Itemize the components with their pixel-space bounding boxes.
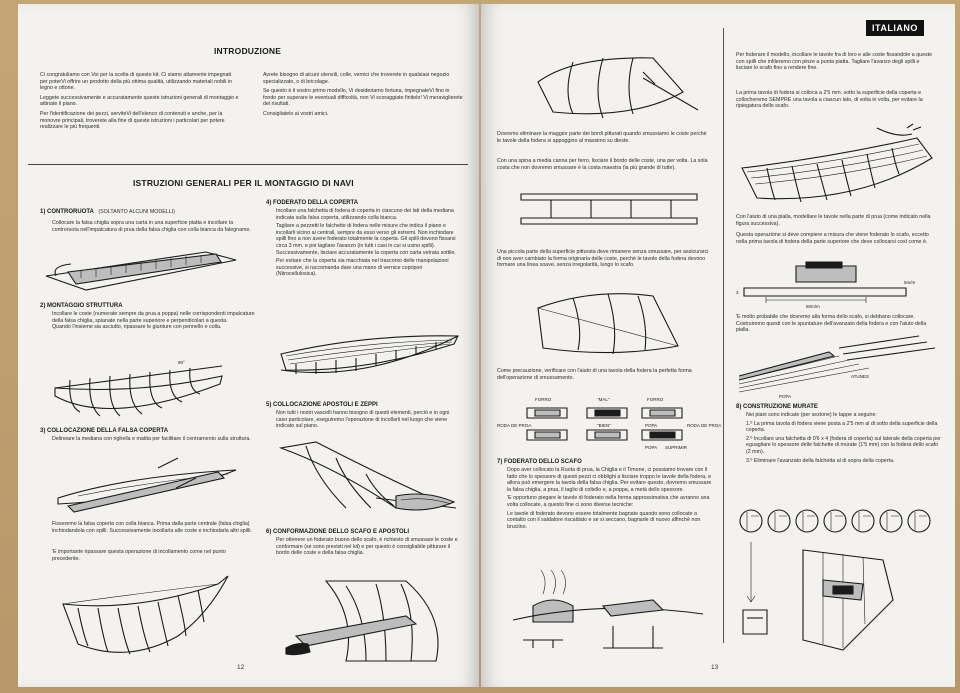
fairing-text-2: Con una spina a media canna per ferro, lisciare il bordo delle coste, una per volta. La sola costa che non dovremo smussare è la costa maestra (la più grande di tutte). — [497, 158, 708, 171]
section-3-text-2: Fisseremo la falsa coperta con colla bianca. Prima dalla parte centrale (falsa chiglia) inchiodandola con spilli. Successivamente incollarla alle coste e inchiodarla altri spilli. — [52, 521, 252, 534]
section-7-text: Dopo aver collocato la Ruota di prua, la Chiglia e il Timone, ci possiamo trovare con il fatto che lo spessore di questi pezzi ci obblighi a lisciare troppo le tavole della fodera, e allora può emergere la tavola della falsa chiglia. Per evitare questo, dovremo smussare la falsa chiglia, a prua, il taglio di coltello e, a poppa, a metà dello spessore. — [507, 467, 712, 493]
plane-label-c: 5m/m — [904, 280, 916, 285]
popa-label: POPA — [779, 394, 792, 399]
section-2-title: 2) MONTAGGIO STRUTTURA — [40, 303, 123, 309]
section-4-text-3: Per evitare che la coperta sia macchiata nel trascorso delle manipolazioni successive, si raccomanda dare una mano di vernice copripori (Nitrocellulosica). — [276, 258, 449, 278]
hull-sanding-illustration — [276, 438, 461, 523]
label-mal: "MAL" — [597, 397, 610, 402]
language-tag: ITALIANO — [866, 20, 924, 36]
label-popa-2: POPA — [645, 445, 658, 450]
frame-edge-illustration — [521, 188, 701, 234]
section-6 — [266, 529, 462, 557]
label-forro-2: FORRO — [647, 397, 664, 402]
section-8-title: 8) CONSTRUZIONE MURATE — [736, 404, 818, 410]
intro-title: INTRODUZIONE — [214, 46, 282, 56]
page-number: 12 — [237, 664, 245, 671]
false-keel-illustration — [46, 246, 236, 296]
section-4-text: Incollare una falchetta di fodera di coperta in ciascuno dei lati della mediana indicata sulla falsa coperta, utilizzando colla bianca. — [276, 208, 454, 221]
section-8-step-3: 3.º Eliminare l'avanzato della falchetta al di sopra della coperta. — [746, 457, 895, 464]
intro-column-1 — [40, 72, 240, 131]
section-7 — [497, 459, 712, 530]
section-5-title: 5) COLLOCAZIONE APOSTOLI E ZEPPI — [266, 402, 378, 408]
hull-frame-illustration — [58, 574, 233, 664]
label-popa: POPA — [645, 423, 658, 428]
fairing-frames-illustration — [533, 52, 703, 124]
plank-bending-illustration — [503, 570, 713, 650]
section-4 — [266, 200, 462, 278]
section-3-text-3: 'E importante ripassare questa operazione di incollamento come nel punto precedente. — [52, 549, 226, 562]
planking-text-3: Con l'aiuto di una pialla, modellare le tavole nella parte di prua (come indicato nella figura successiva). — [736, 214, 931, 227]
section-3-text: Delineare la mediana con righella e matita per facilitare il centramento sulla struttura. — [52, 436, 251, 442]
section-2-text-2: Quando l'insieme sia asciutto, ripassare le giunture con pennello e colla. — [52, 324, 222, 331]
intro-paragraph: Ci congratuliamo con Voi per la scelta di questo kit. Ci siamo altamente impegnati per poterVi offrire un prodotto della più ottima qualità, utilizzando materiali nobili in legno e ottone. — [40, 72, 233, 92]
section-8-step-1: 1.º La prima tavola di fodera viene posta a 2'5 mm al di sotto della superficie della coperta. — [746, 420, 938, 434]
angle-label: 90° — [178, 360, 185, 365]
section-1-text: Collocare la falsa chiglia sopra una carta in una superficie piatta e incollare la controruota nell'impalcatura di prua della falsa chiglia con colla bianca da falegname. — [52, 220, 251, 233]
general-instructions-title: ISTRUZIONI GENERALI PER IL MONTAGGIO DI NAVI — [133, 178, 354, 188]
intro-paragraph: Leggete successivamente e accuratamente queste istruzioni generali di montaggio e attinate il piano. — [40, 94, 239, 108]
label-roda-proa-2: RODA DE PROA — [687, 423, 722, 428]
bulwark-construction-illustration — [743, 540, 943, 652]
plane-label-b: 50m/m — [806, 304, 820, 309]
page-number: 13 — [711, 664, 719, 671]
label-roda-proa: RODA DE PROA — [497, 423, 532, 428]
fairing-text-3: Una piccola parte della superficie pitturata deve rimanere senza smussare, per assicurarci di non aver cambiato la forma originaria delle coste, perchè le tavole della fodera devono formare una linea soave, senza irregolarità, lungo lo scafo. — [497, 249, 709, 269]
fairing-text-4: Come precauzione, verificare con l'aiuto di una tavola della fodera la perfetta forma dell'operazione di smussamento. — [497, 368, 692, 381]
hull-planking-illustration — [737, 128, 937, 210]
atunes-label: ATUNES — [851, 374, 869, 379]
divider — [28, 164, 468, 165]
section-5-text: Non tutti i nostri vascelli hanno bisogno di questi elementi, perciò e in ogni caso particolare, eseguiremo l'operazione di incollarli nel luogo che viene indicato sul piano. — [276, 410, 450, 430]
deck-planking-illustration — [276, 324, 461, 389]
hull-shaping-illustration — [286, 576, 456, 664]
planking-text-2: La prima tavola di fodera si colloca a 2'5 mm. sotto la superficie della coperta e collocheremo SEMPRE una tavola a ciascun lato, di volta in volta, per evitare la ripiegatura dello scafo. — [736, 90, 923, 110]
intro-paragraph: Consigliatelo ai vostri amici. — [263, 110, 329, 117]
section-1 — [40, 200, 255, 233]
plane-measurement-diagram — [736, 260, 936, 310]
section-3 — [40, 428, 255, 443]
section-6-title: 6) CONFORMAZIONE DELLO SCAFO E APOSTOLI — [266, 529, 410, 535]
bulwark-sections-diagram — [739, 506, 939, 536]
label-suprimir: SUPRIMIR — [665, 445, 688, 450]
left-page — [18, 4, 479, 687]
intro-column-2 — [263, 72, 463, 118]
planking-text-1: Per foderare il modello, incollare le tavole fra di loro e alle coste fissandole a queste con spilli che infileremo con pinze a punta piatta. Tagliare l'avanzo degli spilli e lisciare lo scafo fino a rendere fine. — [736, 52, 933, 72]
intro-paragraph: Avrete bisogno di alcuni utensili, colle, vernici che troverete in qualsiasi negozio specializzato, o di bricolage. — [263, 72, 450, 85]
section-7-text-2: 'E opportuno piegare le tavole di foderato nella forma approssimativa che avranno una volta collocate, a questo fine ci sono diverse tecniche: — [507, 495, 710, 508]
label-bien: "BIEN" — [597, 423, 611, 428]
stealer-planks-illustration — [739, 336, 939, 398]
section-3-title: 3) COLLOCAZIONE DELLA FALSA COPERTA — [40, 428, 169, 434]
section-4-title: 4) FODERATO DELLA COPERTA — [266, 200, 359, 206]
section-8 — [736, 404, 941, 464]
section-8-step-2: 2.º Incollare una falchetta di 0'6 x 4 (fodera di coperta) sul laterale della coperta per eguagliare lo spessore delle falchette di murate (1'5 mm) con la fodera dello scafo (2 mm). — [746, 435, 941, 455]
frame-structure-illustration — [50, 356, 230, 428]
section-1-suffix: (SOLTANTO ALCUNI MODELLI) — [98, 209, 175, 215]
fairing-text-1: Dovremo eliminare la maggior parte dei bordi pitturati quando smussiamo le coste perchè le tavole della fodera si appoggino al massimo su dieste. — [497, 131, 707, 144]
column-divider — [723, 28, 724, 643]
section-6-text: Per ottenere un foderato buono dello scafo, è richiesto di smussare le coste e conformare (se sono previsti nel kit) e per questo è consigliabile pitturare il bordo delle coste e della falsa chiglia. — [276, 537, 458, 557]
intro-paragraph: Se questo è il vostro primo modello, Vi desideriamo fortuna, impegnateVi fino in fondo per superare le eventuali difficoltà, non Vi scoraggiate finitelo! Vi meraviglierete dei risultati. — [263, 88, 463, 108]
section-5 — [266, 402, 462, 430]
fairing-comparison-diagram — [497, 396, 722, 454]
intro-paragraph: Per l'identificazione dei pezzi, serviteVi dell'elenco di contenuti e anche, per la monovre principali, troverete alla fine di queste istruzioni i particolari per potere realizzare le più frequenti. — [40, 110, 225, 131]
section-4-text-2: Tagliare a pezzetti le falchette di fodera nelle misure che indica il piano e incollarli vicino ai centrali, sempre da esso verso gli estremi. Non inchiodare spilli fino a non avere foderato totalmente la coperta. Gli spilli devono fissarsi circa 3 mm. e poi tagliare l'avanzo (in tutti i casi in cui si usino spilli). Successivamente, lisciare accuratamente la coperta con carta vetrata sottile. — [276, 223, 456, 256]
planking-text-5: 'E molto probabile che dovremo alla forma dello scafo, si debbano collocare. Costruiremo questi con le spuntature dell'avanzato della fodera e con l'aiuto della pialla. — [736, 314, 927, 334]
section-8-text: Nei piani sono indicate (per sezione) le tappe a seguire: — [746, 412, 877, 418]
label-forro: FORRO — [535, 397, 552, 402]
section-7-title: 7) FODERATO DELLO SCAFO — [497, 459, 582, 465]
section-7-text-3: Le tavole di foderato devono essere totalmente bagnate quando sono collocate a contatto con il saldatore riscaldato e se si seccano, bagnarle di nuovo affinchè non bruciino. — [507, 510, 701, 530]
hull-check-illustration — [533, 288, 683, 360]
section-1-title: 1) CONTRORUOTA — [40, 209, 94, 215]
section-2 — [40, 303, 255, 331]
section-2-text: Incollare le coste (numerate sempre da prua a poppa) nelle corrispondenti impalcature della falsa chiglia, spianate nella parte superiore e perpendicolari a questa. — [52, 311, 255, 324]
false-deck-illustration — [48, 458, 238, 518]
right-page — [481, 4, 955, 687]
planking-text-4: Questa operazione si deve compiere a misura che viene foderato lo scafo, eccetto nella prima tavola di fodera della parte superiore che deve collocarsi così come è. — [736, 232, 929, 245]
plane-label-a: 3 — [736, 290, 739, 295]
